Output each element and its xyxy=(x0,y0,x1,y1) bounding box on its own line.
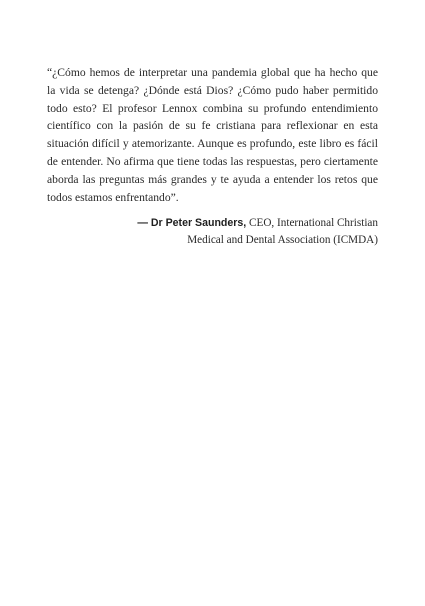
endorser-role: CEO, International Christian xyxy=(246,217,378,230)
endorsement-quote: “¿Cómo hemos de interpretar una pandemia global que ha hecho que la vida se detenga? ¿Dónde está Dios? ¿Cómo pudo haber permitido todo esto? El profesor Lennox combina su profundo entendimiento científico con la pasión de su fe cristiana para reflexionar en esta situación difícil y atemorizante. Aunque es profundo, este libro es fácil de entender. No afirma que tiene todas las respuestas, pero ciertamente aborda las preguntas más grandes y te ayuda a entender los retos que todos estamos enfrentando”. xyxy=(47,66,378,204)
endorsement-block xyxy=(47,64,378,249)
attribution-line-1 xyxy=(47,215,378,232)
endorser-organization: Medical and Dental Association (ICMDA) xyxy=(187,234,378,247)
endorsement-attribution xyxy=(47,215,378,249)
endorser-name: — Dr Peter Saunders, xyxy=(137,217,247,230)
